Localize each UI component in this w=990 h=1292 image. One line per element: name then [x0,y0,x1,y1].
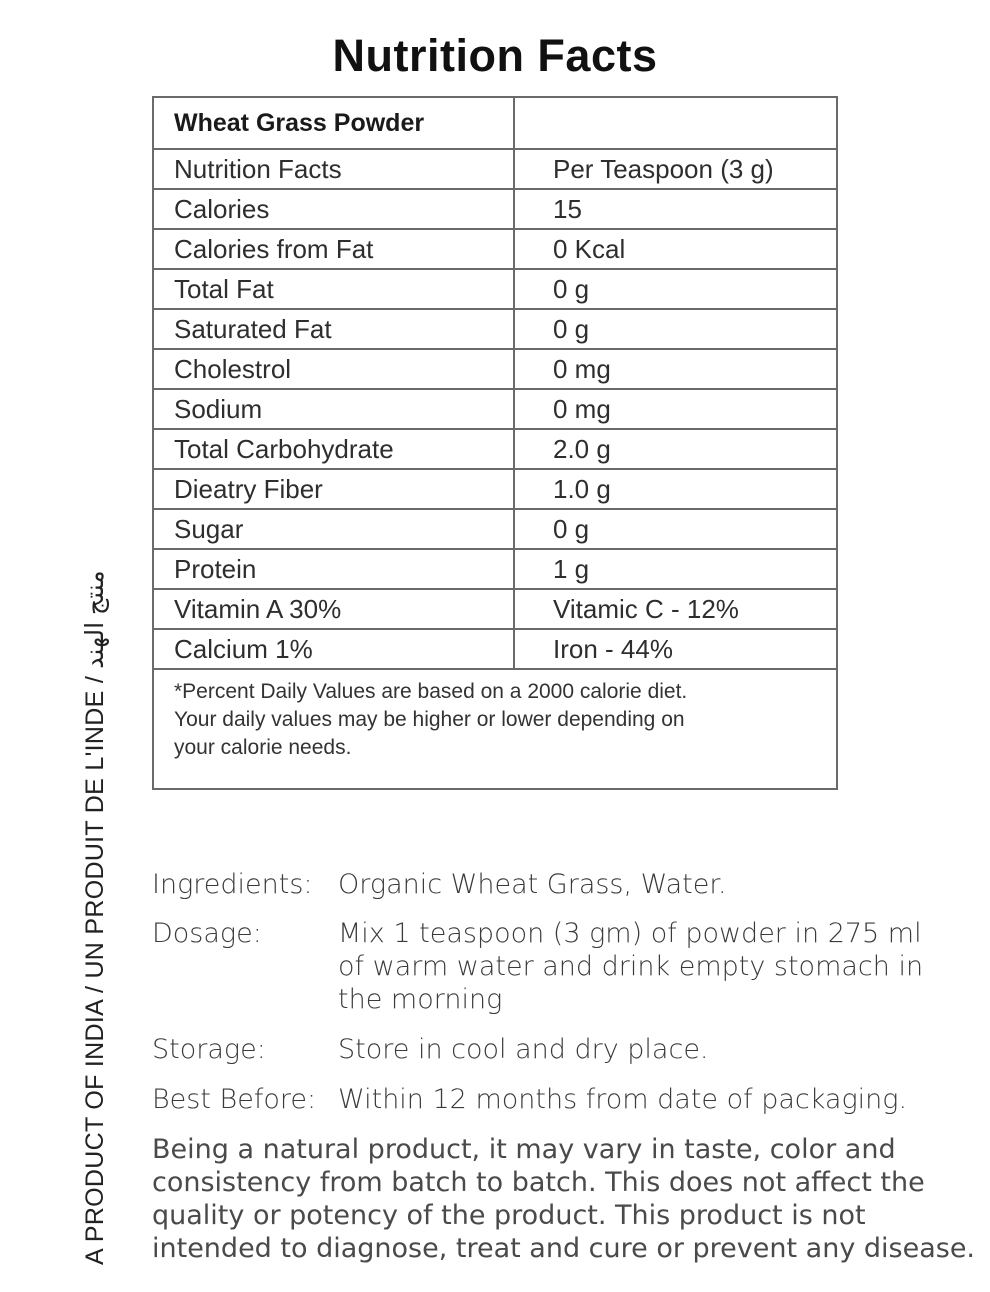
nutrient-value: 2.0 g [514,429,837,469]
nutrient-value: 0 mg [514,349,837,389]
table-row [153,429,837,469]
footnote [153,669,837,789]
dosage-value [338,917,958,1016]
dosage-label: Dosage: [152,918,262,949]
nutrient-label: Total Fat [153,269,514,309]
table-row [153,269,837,309]
nutrient-value: Per Teaspoon (3 g) [514,149,837,189]
table-row [153,189,837,229]
ingredients-value: Organic Wheat Grass, Water. [338,869,727,900]
ingredients-label: Ingredients: [152,869,313,900]
nutrient-value: 1 g [514,549,837,589]
nutrient-label: Dieatry Fiber [153,469,514,509]
nutrient-label: Cholestrol [153,349,514,389]
nutrient-value: 0 g [514,309,837,349]
table-row [153,629,837,669]
nutrient-label: Total Carbohydrate [153,429,514,469]
disclaimer-line: intended to diagnose, treat and cure or prevent any disease. [152,1233,976,1264]
disclaimer-line: consistency from batch to batch. This does not affect the [152,1167,925,1198]
nutrient-value: 0 Kcal [514,229,837,269]
nutrient-value: 1.0 g [514,469,837,509]
table-row [153,349,837,389]
nutrient-label: Protein [153,549,514,589]
nutrient-value: 0 g [514,509,837,549]
nutrient-value: Iron - 44% [514,629,837,669]
product-name: Wheat Grass Powder [153,97,514,149]
best-before-value: Within 12 months from date of packaging. [338,1084,908,1115]
table-row [153,589,837,629]
footnote-line: *Percent Daily Values are based on a 2000 calorie diet. [174,680,688,703]
footnote-line: Your daily values may be higher or lower depending on [174,708,685,731]
storage-value: Store in cool and dry place. [338,1034,709,1065]
table-header-row [153,97,837,149]
table-row [153,549,837,589]
disclaimer [152,1133,982,1265]
dosage-line: of warm water and drink empty stomach in [338,951,924,982]
best-before-label: Best Before: [152,1084,317,1115]
nutrient-value: Vitamic C - 12% [514,589,837,629]
table-row [153,389,837,429]
table-row [153,469,837,509]
table-row [153,229,837,269]
dosage-line: Mix 1 teaspoon (3 gm) of powder in 275 ml [338,918,922,949]
nutrition-table [152,96,838,790]
dosage-line: the morning [338,984,503,1015]
page-title: Nutrition Facts [332,30,658,81]
nutrient-value: 0 mg [514,389,837,429]
nutrient-label: Calories from Fat [153,229,514,269]
nutrient-value: 15 [514,189,837,229]
table-row [153,149,837,189]
nutrient-value: 0 g [514,269,837,309]
nutrient-label: Nutrition Facts [153,149,514,189]
origin-label: A PRODUCT OF INDIA / UN PRODUIT DE L'INDE / منتج الهند [81,570,109,1265]
nutrient-label: Sugar [153,509,514,549]
table-row [153,309,837,349]
nutrient-label: Calcium 1% [153,629,514,669]
storage-label: Storage: [152,1034,266,1065]
table-row [153,509,837,549]
disclaimer-line: Being a natural product, it may vary in taste, color and [152,1134,896,1165]
nutrient-label: Vitamin A 30% [153,589,514,629]
product-name-blank [514,97,837,149]
disclaimer-line: quality or potency of the product. This product is not [152,1200,866,1231]
nutrient-label: Saturated Fat [153,309,514,349]
nutrient-label: Calories [153,189,514,229]
footnote-row [153,669,837,789]
footnote-line: your calorie needs. [174,736,352,759]
nutrient-label: Sodium [153,389,514,429]
